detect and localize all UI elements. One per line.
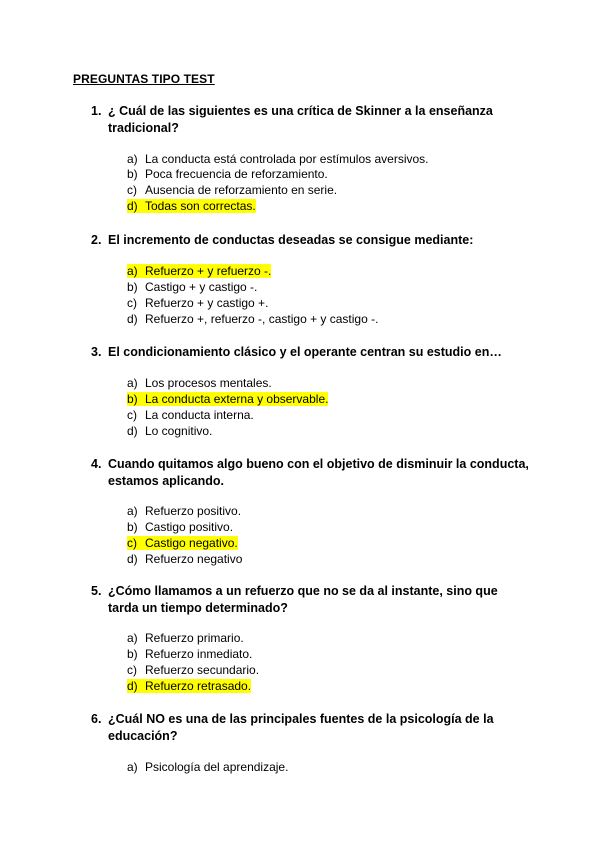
option-2c: c) Refuerzo + y castigo +. (127, 296, 269, 310)
option-4a: a) Refuerzo positivo. (127, 504, 242, 518)
option-3a: a) Los procesos mentales. (127, 376, 272, 390)
option-4d: d) Refuerzo negativo (127, 552, 243, 566)
question-text: ¿Cuál NO es una de las principales fuentes de la psicología de la educación? (108, 712, 494, 743)
question-5 (91, 583, 531, 617)
page-title: PREGUNTAS TIPO TEST (73, 72, 215, 86)
option-5d: d) Refuerzo retrasado. (127, 679, 252, 693)
question-3 (91, 344, 531, 361)
question-number: 4. (91, 457, 102, 471)
option-5c: c) Refuerzo secundario. (127, 663, 260, 677)
question-number: 6. (91, 712, 102, 726)
option-3b: b) La conducta externa y observable. (127, 392, 329, 406)
question-number: 1. (91, 104, 102, 118)
option-3d: d) Lo cognitivo. (127, 424, 213, 438)
option-3c: c) La conducta interna. (127, 408, 254, 422)
question-text: El incremento de conductas deseadas se consigue mediante: (108, 233, 474, 247)
option-1d: d) Todas son correctas. (127, 199, 256, 213)
option-2b: b) Castigo + y castigo -. (127, 280, 258, 294)
question-number: 3. (91, 345, 102, 359)
question-4 (91, 456, 531, 490)
option-1b: b) Poca frecuencia de reforzamiento. (127, 167, 328, 181)
question-2 (91, 232, 531, 249)
question-text: ¿Cómo llamamos a un refuerzo que no se da al instante, sino que tarda un tiempo determinado? (108, 584, 498, 615)
question-number: 2. (91, 233, 102, 247)
option-2d: d) Refuerzo +, refuerzo -, castigo + y castigo -. (127, 312, 379, 326)
question-number: 5. (91, 584, 102, 598)
question-text: Cuando quitamos algo bueno con el objetivo de disminuir la conducta, estamos aplicando. (108, 457, 529, 488)
question-text: El condicionamiento clásico y el operante centran su estudio en… (108, 345, 502, 359)
question-1 (91, 103, 531, 137)
question-text: ¿ Cuál de las siguientes es una crítica de Skinner a la enseñanza tradicional? (108, 104, 493, 135)
option-6a: a) Psicología del aprendizaje. (127, 760, 289, 774)
question-6 (91, 711, 531, 745)
option-4c: c) Castigo negativo. (127, 536, 238, 550)
option-1a: a) La conducta está controlada por estímulos aversivos. (127, 152, 429, 166)
option-5b: b) Refuerzo inmediato. (127, 647, 253, 661)
option-5a: a) Refuerzo primario. (127, 631, 244, 645)
option-2a: a) Refuerzo + y refuerzo -. (127, 264, 272, 278)
option-1c: c) Ausencia de reforzamiento en serie. (127, 183, 338, 197)
option-4b: b) Castigo positivo. (127, 520, 234, 534)
